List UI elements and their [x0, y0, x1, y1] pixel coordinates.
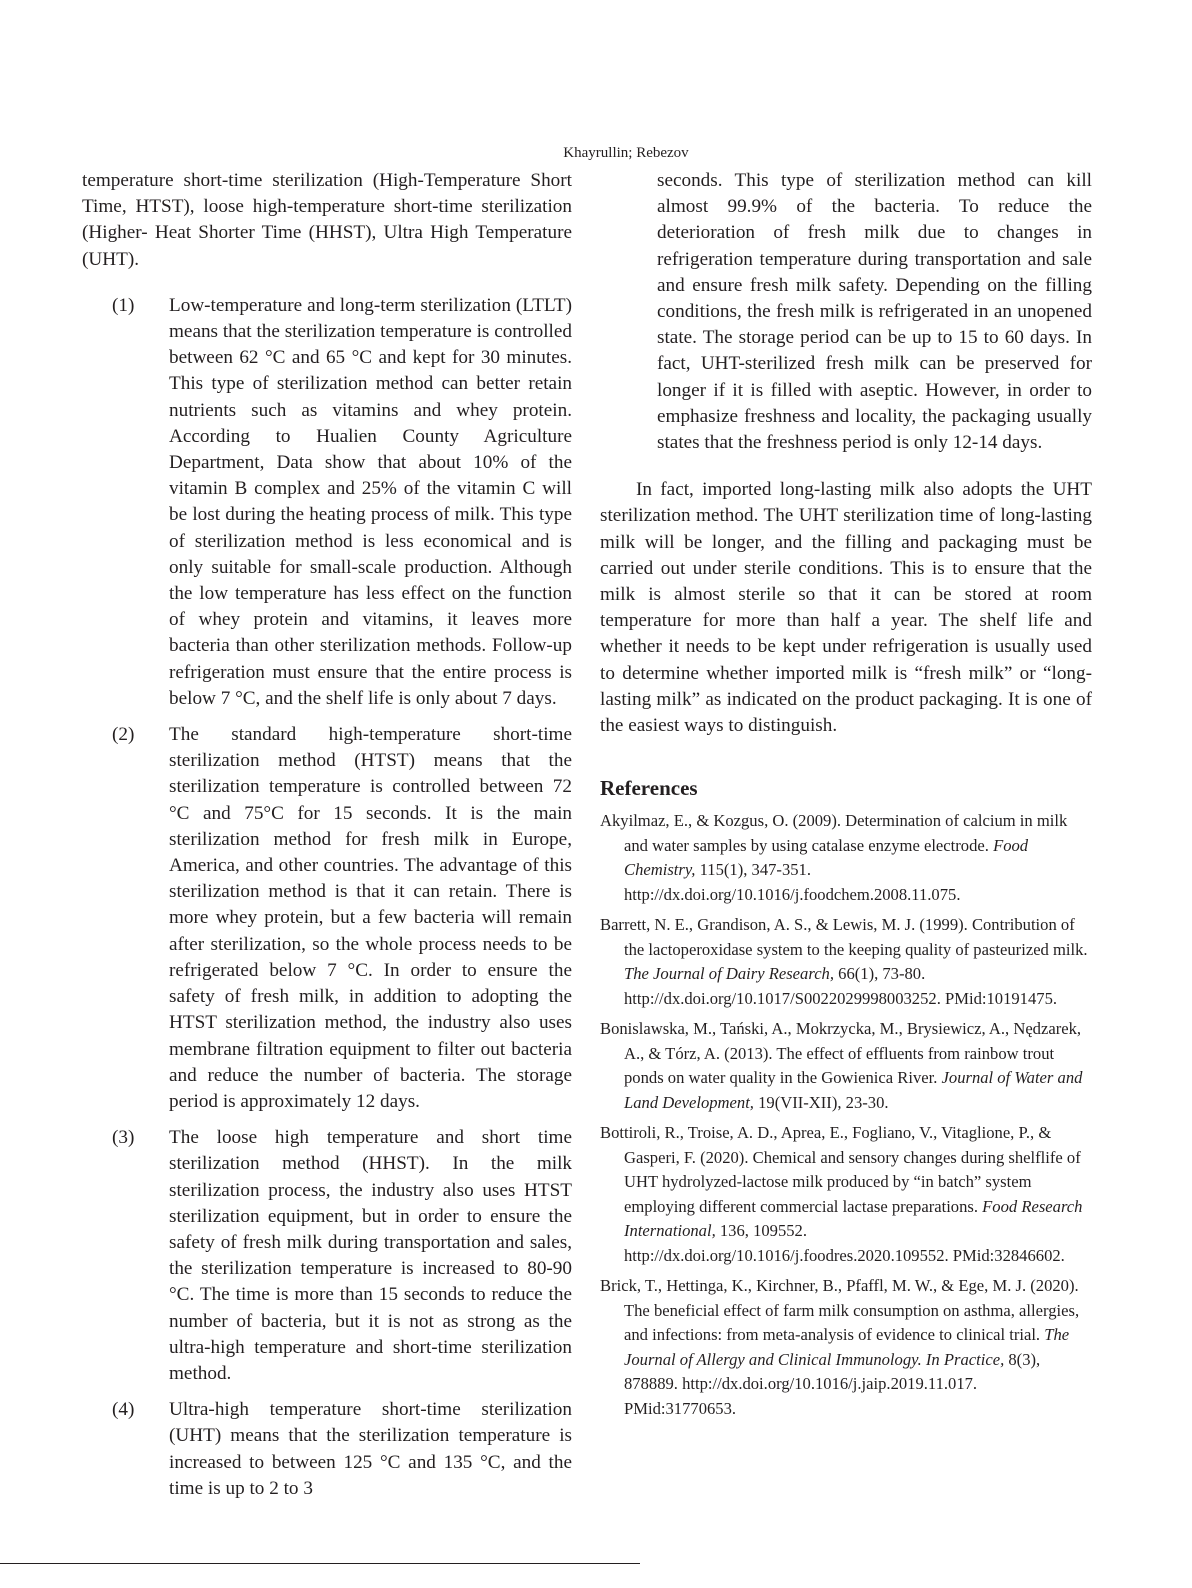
- list-item-text: Low-temperature and long-term sterilization (LTLT) means that the sterilization temperature is controlled between 62 °C and 65 °C and kept for 30 minutes. This type of sterilization method can better retain nutrients such as vitamins and whey protein. According to Hualien County Agriculture Department, Data show that about 10% of the vitamin B complex and 25% of the vitamin C will be lost during the heating process of milk. This type of sterilization method is less economical and is only suitable for small-scale production. Although the low temperature has less effect on the function of whey protein and vitamins, it leaves more bacteria than other sterilization methods. Follow-up refrigeration must ensure that the entire process is below 7 °C, and the shelf life is only about 7 days.: [169, 294, 572, 709]
- list-item-text: The standard high-temperature short-time sterilization method (HTST) means that the sterilization temperature is controlled between 72 °C and 75°C for 15 seconds. It is the main sterilization method for fresh milk in Europe, America, and other countries. The advantage of this sterilization method is that it can retain. There is more whey protein, but a few bacteria will remain after sterilization, so the whole process needs to be refrigerated below 7 °C. In order to ensure the safety of fresh milk, in addition to adopting the HTST sterilization method, the industry also uses membrane filtration equipment to filter out bacteria and reduce the number of bacteria. The storage period is approximately 12 days.: [169, 724, 572, 1112]
- list-item-htst: [112, 722, 572, 1115]
- list-item-ltlt: [112, 293, 572, 712]
- reference-details: 136, 109552. http://dx.doi.org/10.1016/j.foodres.2020.109552. PMid:32846602.: [624, 1221, 1065, 1265]
- list-item-text: The loose high temperature and short time sterilization method (HHST). In the milk sterilization process, the industry also uses HTST sterilization equipment, but in order to ensure the safety of fresh milk during transportation and sales, the sterilization temperature is increased to 80-90 °C. The time is more than 15 seconds to reduce the number of bacteria, but it is not as strong as the ultra-high temperature and short-time sterilization method.: [169, 1127, 572, 1384]
- list-item-hhst: [112, 1125, 572, 1387]
- reference-journal: Journal of Water and Land Development,: [624, 1068, 1083, 1112]
- list-item-number: (1): [112, 294, 135, 316]
- reference-journal: The Journal of Dairy Research,: [624, 964, 834, 984]
- reference-details: 66(1), 73-80. http://dx.doi.org/10.1017/S0022029998003252. PMid:10191475.: [624, 964, 1058, 1008]
- list-item-uht: [112, 1397, 572, 1502]
- reference-item: [600, 1121, 1092, 1268]
- reference-text: Bottiroli, R., Troise, A. D., Aprea, E., Fogliano, V., Vitaglione, P., & Gasperi, F. (2020). Chemical and sensory changes during shelflife of UHT hydrolyzed-lactose milk produced by “in batch” system employing different commercial lactase preparations.: [600, 1123, 1081, 1216]
- reference-text: Barrett, N. E., Grandison, A. S., & Lewis, M. J. (1999). Contribution of the lactoperoxidase system to the keeping quality of pasteurized milk.: [600, 915, 1088, 959]
- running-head: Khayrullin; Rebezov: [563, 145, 689, 161]
- reference-text: Brick, T., Hettinga, K., Kirchner, B., Pfaffl, M. W., & Ege, M. J. (2020). The beneficial effect of farm milk consumption on asthma, allergies, and infections: from meta-analysis of evidence to clinical trial.: [600, 1276, 1080, 1345]
- list-item-number: (4): [112, 1399, 135, 1421]
- reference-item: [600, 809, 1092, 907]
- reference-journal: Food Chemistry,: [624, 835, 1029, 880]
- reference-item: [600, 1274, 1092, 1421]
- sterilization-method-list: [82, 293, 572, 1502]
- list-item-number: (2): [112, 724, 135, 746]
- reference-details: 115(1), 347-351. http://dx.doi.org/10.1016/j.foodchem.2008.11.075.: [624, 860, 961, 904]
- footer-rule: [0, 1563, 640, 1564]
- right-column: [600, 168, 1092, 1427]
- reference-details: 8(3), 878889. http://dx.doi.org/10.1016/j.jaip.2019.11.017. PMid:31770653.: [624, 1349, 1041, 1418]
- reference-journal: The Journal of Allergy and Clinical Immunology. In Practice,: [624, 1325, 1070, 1369]
- list-item-number: (3): [112, 1127, 135, 1149]
- reference-item: [600, 913, 1092, 1011]
- references-list: [600, 809, 1092, 1421]
- reference-journal: Food Research International,: [624, 1196, 1083, 1241]
- references-heading: References: [600, 776, 698, 801]
- left-column: [82, 168, 572, 1512]
- reference-item: [600, 1017, 1092, 1115]
- uht-continuation-text: seconds. This type of sterilization method can kill almost 99.9% of the bacteria. To reduce the deterioration of fresh milk due to changes in refrigeration temperature during transportation and sale and ensure fresh milk safety. Depending on the filling conditions, the fresh milk is refrigerated in an unopened state. The storage period can be up to 15 to 60 days. In fact, UHT-sterilized fresh milk can be preserved for longer if it is filled with aseptic. However, in order to emphasize freshness and locality, the packaging usually states that the freshness period is only 12-14 days.: [657, 170, 1092, 454]
- list-item-text: Ultra-high temperature short-time sterilization (UHT) means that the sterilization temperature is increased to between 125 °C and 135 °C, and the time is up to 2 to 3: [169, 1399, 572, 1499]
- reference-text: Akyilmaz, E., & Kozgus, O. (2009). Determination of calcium in milk and water samples by using catalase enzyme electrode.: [600, 811, 1068, 855]
- body-paragraph: In fact, imported long-lasting milk also adopts the UHT sterilization method. The UHT sterilization time of long-lasting milk will be longer, and the filling and packaging must be carried out under sterile conditions. This is to ensure that the milk is almost sterile so that it can be stored at room temperature for more than half a year. The shelf life and whether it needs to be kept under refrigeration is usually used to determine whether imported milk is “fresh milk” or “long-lasting milk” as indicated on the product packaging. It is one of the easiest ways to distinguish.: [600, 479, 1092, 737]
- reference-details: 19(VII-XII), 23-30.: [753, 1092, 889, 1112]
- intro-paragraph: temperature short-time sterilization (High-Temperature Short Time, HTST), loose high-temperature short-time sterilization (Higher- Heat Shorter Time (HHST), Ultra High Temperature (UHT).: [82, 170, 572, 270]
- reference-text: Bonislawska, M., Tański, A., Mokrzycka, M., Brysiewicz, A., Nędzarek, A., & Tórz, A. (2013). The effect of effluents from rainbow trout ponds on water quality in the Gowienica River.: [600, 1019, 1082, 1088]
